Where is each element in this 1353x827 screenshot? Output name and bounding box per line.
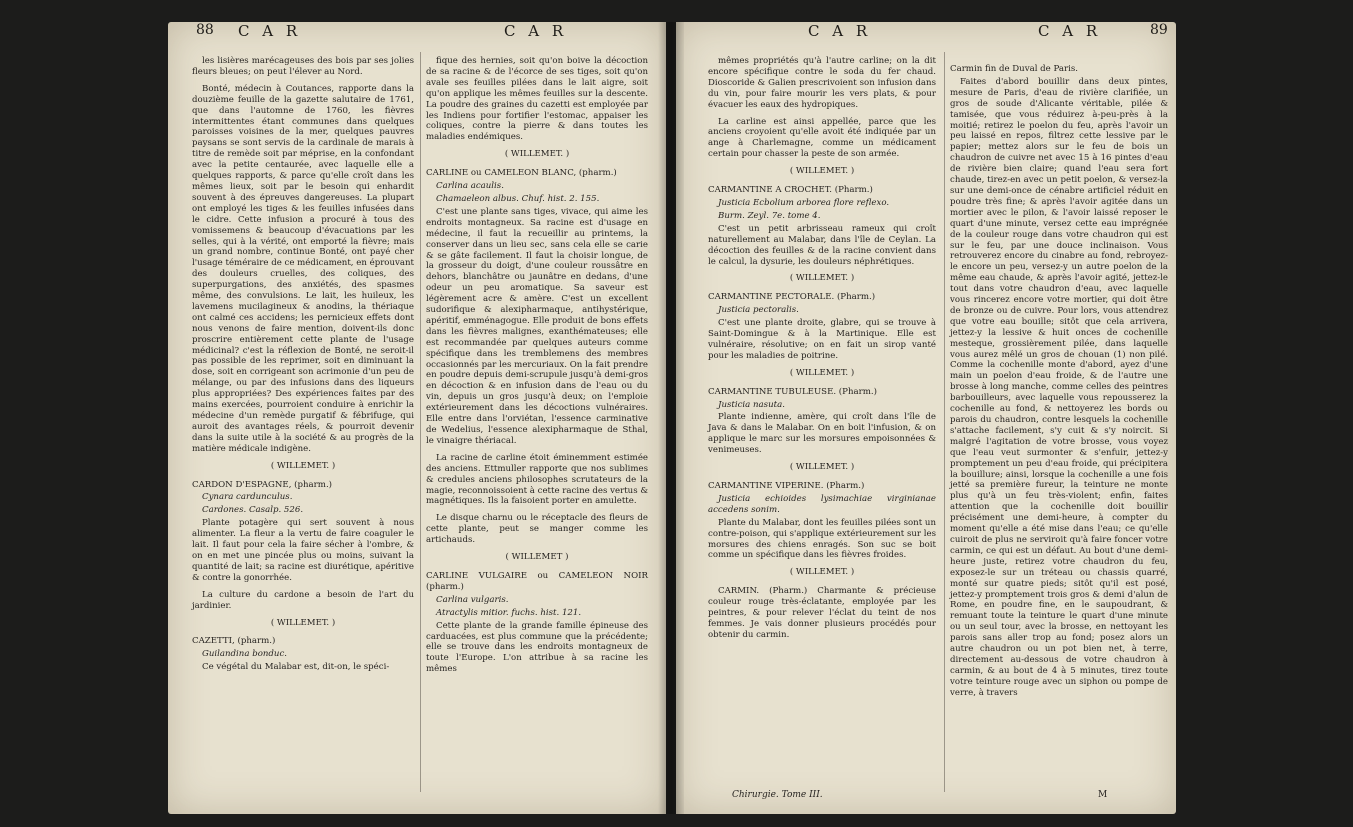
book-spine (658, 22, 684, 814)
left-running-header: C A R (238, 22, 302, 40)
entry-heading: CAZETTI, (pharm.) (192, 636, 276, 647)
left-page-number: 88 (196, 22, 214, 38)
entry-heading: CARMANTINE PECTORALE. (Pharm.) (708, 292, 876, 303)
signature-line: Chirurgie. Tome III. (732, 790, 823, 800)
author-signature: ( WILLEMET. ) (270, 617, 336, 628)
paragraph: La racine de carline étoit éminemment estimée des anciens. Ettmuller rapporte que nos sublimes & credules anciens philosophes scrutateurs de la magie, reconnoissoient à cette racine des vertus & magnétiques. Ils la faisoient porter en amulette. (426, 452, 648, 507)
entry-heading: CARLINE ou CAMELEON BLANC, (pharm.) (426, 168, 617, 179)
paragraph: CARMIN. (Pharm.) Charmante & précieuse couleur rouge très-éclatante, employée par les peintres, & pour relever l'éclat du teint de nos femmes. Je vais donner plusieurs procédés pour obtenir du carmin. (708, 586, 936, 640)
paragraph: Plante indienne, amère, qui croît dans l'île de Java & dans le Malabar. On en boit l'infusion, & on applique le marc sur les morsures empoisonnées & venimeuses. (708, 412, 936, 456)
botanical-name: Cardones. Casalp. 526. (202, 505, 304, 516)
author-signature: ( WILLEMET. ) (789, 273, 855, 284)
author-signature: ( WILLEMET. ) (270, 460, 336, 471)
botanical-name: Carlina acaulis. (436, 181, 504, 192)
botanical-name: Justicia Ecbolium arborea flore reflexo. (718, 197, 890, 208)
paragraph: Cette plante de la grande famille épineuse des carduacées, est plus commune que la précédente; elle se trouve dans les endroits montagneux de toute l'Europe. L'on attribue à sa racine les mêmes (426, 620, 648, 675)
entry-heading: CARMANTINE TUBULEUSE. (Pharm.) (708, 386, 877, 397)
paragraph: les lisières marécageuses des bois par ses jolies fleurs bleues; on peut l'élever au Nord. (192, 56, 414, 77)
right-column-1 (708, 56, 936, 647)
entry-heading: CARMANTINE VIPERINE. (Pharm.) (708, 481, 865, 491)
paragraph: Faites d'abord bouillir dans deux pintes, mesure de Paris, d'eau de rivière clarifiée, un gros de soude d'Alicante véritable, pilée & tamisée, que vous réduirez à-peu-près à la moitié; retirez le poelon du feu, après l'avoir un peu laissé en repos, filtrez cette lessive par le papier; mettez alors sur le feu de bois un chaudron de cuivre net avec 15 à 16 pintes d'eau de rivière bien claire; quand l'eau sera fort chaude, tirez-en avec un petit poelon, & versez-la sur une demi-once de cénabre artificiel réduit en poudre très fine; & après l'avoir agitée dans un mortier avec le pilon, & l'avoir laissé reposer le quart d'une minute, versez cette eau imprégnée de la couleur rouge dans votre chaudron qui est sur le feu, par une douce inclinaison. Vous retrouverez encore du cinabre au fond, rebroyez-le encore un peu, versez-y un autre poelon de la même eau chaude, & après l'avoir agité, jettez-le tout dans votre chaudron d'eau, avec laquelle vous rincerez encore votre mortier, qui doit être de bronze ou de cuivre. Pour lors, vous attendrez que votre eau bouille; sitôt que cela arrivera, jettez-y la lessive & huit onces de cochenille mesteque, grossièrement pilée, dans laquelle vous aurez mêlé un gros de chouan (1) non pilé. Comme la cochenille monte d'abord, ayez d'une main un poelon d'eau froide, & de l'autre une brosse à long manche, comme celles des peintres barbouilleurs, avec laquelle vous repousserez la cochenille au fond, & nettoyerez les bords ou parois du chaudron, contre lesquels la cochenille s'attache facilement, s'y cuit & s'y noircit. Si malgré l'agitation de votre brosse, vous voyez que l'eau veut surmonter & s'enfuir, jettez-y promptement un peu d'eau froide, qui précipitera la bouillure; ainsi, lorsque la cochenille a une fois jetté sa première fureur, la teinture ne monte plus qu'à un feu très-violent; enfin, faites attention que la cochenille doit bouillir précisément une demi-heure, à compter du moment qu'elle a été mise dans l'eau; ce qu'elle cuiroit de plus ne serviroit qu'à faire foncer votre carmin, ce qui est un défaut. Au bout d'une demi-heure juste, retirez votre chaudron du feu, exposez-le sur un tréteau ou chassis quarré, monté sur quatre pieds; sitôt qu'il est posé, jettez-y promptement trois gros & demi d'alun de Rome, en poudre fine, en le saupoudrant, & remuant toute la teinture le quart d'une minute ou un seul tour, avec la brosse, en nettoyant les parois sans aller trop au fond; posez alors un autre chaudron ou un pot bien net, à terre, directement au-dessous de votre chaudron à carmin, & au bout de 4 à 5 minutes, tirez toute votre teinture rouge avec un siphon ou pompe de verre, à travers (950, 76, 1168, 698)
author-signature: ( WILLEMET. ) (789, 462, 855, 473)
left-column-rule (420, 52, 421, 792)
entry-heading: Carmin fin de Duval de Paris. (950, 64, 1079, 74)
author-signature: ( WILLEMET. ) (504, 149, 570, 160)
signature-mark: M (1098, 790, 1108, 800)
entry-heading: CARMANTINE A CROCHET. (Pharm.) (708, 185, 873, 196)
botanical-name: Guilandina bonduc. (202, 649, 287, 660)
right-column-rule (944, 52, 945, 792)
botanical-name: Carlina vulgaris. (436, 594, 509, 605)
right-column-2 (950, 56, 1168, 705)
left-running-header-2: C A R (504, 22, 568, 40)
right-page-number: 89 (1150, 22, 1168, 38)
entry-heading: CARDON D'ESPAGNE, (pharm.) (192, 479, 333, 490)
botanical-name: Cynara cardunculus. (202, 492, 293, 503)
paragraph: C'est une plante sans tiges, vivace, qui aime les endroits montagneux. Sa racine est d'usage en médecine, il faut la recueillir au printems, la conserver dans un lieu sec, sans cela elle se carie & se gâte facilement. Il faut la choisir longue, de la grosseur du doigt, d'une couleur roussâtre en dehors, blanchâtre ou jaunâtre en dedans, d'une odeur un peu aromatique. Sa saveur est légèrement acre & amère. C'est un excellent sudorifique & alexipharmaque, antihystérique, apéritif, emménagogue. Elle produit de bons effets dans les fièvres malignes, exanthémateuses; elle est recommandée par quelques auteurs comme spécifique dans les tremblemens des membres occasionnés par les mercuriaux. On la fait prendre en poudre depuis demi-scrupule jusqu'à demi-gros en décoction & en infusion dans de l'eau ou du vin, depuis un gros jusqu'à deux; on l'emploie extérieurement dans les décoctions vulnéraires. Elle entre dans l'orviétan, l'essence carminative de Wedelius, l'essence alexipharmaque de Sthal, le vinaigre thériacal. (426, 206, 648, 446)
botanical-name: Burm. Zeyl. 7e. tome 4. (718, 210, 821, 221)
paragraph: Ce végétal du Malabar est, dit-on, le spéci- (202, 662, 390, 673)
paragraph: C'est une plante droite, glabre, qui se trouve à Saint-Domingue & à la Martinique. Elle est vulnéraire, résolutive; on en fait un sirop vanté pour les maladies de poitrine. (708, 318, 936, 361)
paragraph: Plante du Malabar, dont les feuilles pilées sont un contre-poison, qui s'applique extérieurement sur les morsures des chiens enragés. Son suc se boit comme un spécifique dans les fièvres froides. (708, 517, 936, 561)
botanical-name: Atractylis mitior. fuchs. hist. 121. (436, 607, 582, 618)
paragraph: Plante potagère qui sert souvent à nous alimenter. La fleur a la vertu de faire coaguler le lait. Il faut pour cela la faire sécher à l'ombre, & on en met une pincée plus ou moins, suivant la quantité de lait; sa racine est diurétique, apéritive & contre la gonorrhée. (192, 518, 414, 583)
botanical-name: Justicia pectoralis. (718, 305, 799, 316)
right-running-header-2: C A R (1038, 22, 1102, 40)
paragraph: Bonté, médecin à Coutances, rapporte dans la douzième feuille de la gazette salutaire de 1761, que dans l'automne de 1760, les fièvres intermittentes étant communes dans quelques paroisses voisines de la mer, quelques pauvres paysans se sont servis de la cardinale de marais à titre de remède soit par méprise, en la confondant avec la petite centaurée, avec laquelle elle a quelques rapports, & parce qu'elle croît dans les mêmes lieux, soit par le besoin qui enhardit souvent à des épreuves dangereuses. La plupart ont employé les tiges & les feuilles infusées dans le cidre. Cette infusion a procuré à tous des vomissemens & beaucoup d'évacuations par les selles, qui à la vérité, ont emporté la fièvre; mais un grand nombre, continue Bonté, ont payé cher l'usage téméraire de ce médicament, en éprouvant des douleurs cruelles, des coliques, des superpurgations, des anxiétés, des spasmes même, des convulsions. Le lait, les huileux, les lavemens mucilagineux & anodins, la thériaque ont calmé ces accidens; les pernicieux effets dont nous venons de faire mention, doivent-ils donc proscrire entièrement cette plante de l'usage médicinal? c'est la réflexion de Bonté, ne seroit-il pas possible de les reprimer, soit en diminuant la dose, soit en corrigeant son acrimonie d'un peu de mélange, ou par des infusions dans des liqueurs plus appropriées? Des expériences faites par des mains exercées, pourroient conduire à enrichir la médecine d'un remède purgatif & fébrifuge, qui auroit des avantages réels, & pourroit devenir dans la suite utile à la société & au progrès de la matière médicale indigène. (192, 83, 414, 454)
paragraph: La culture du cardone a besoin de l'art du jardinier. (192, 589, 414, 611)
entry-heading: CARLINE VULGAIRE ou CAMELEON NOIR (pharm.) (426, 570, 648, 592)
right-running-header: C A R (808, 22, 872, 40)
paragraph: C'est un petit arbrisseau rameux qui croît naturellement au Malabar, dans l'île de Ceylan. La décoction des feuilles & de la racine convient dans le calcul, la dysurie, les douleurs néphrétiques. (708, 223, 936, 267)
paragraph: mêmes propriétés qu'à l'autre carline; on la dit encore spécifique contre le soda du fer chaud. Dioscoride & Galien prescrivoient son infusion dans du vin, pour faire mourir les vers plats, & pour évacuer les eaux des hydropiques. (708, 56, 936, 110)
paragraph: fique des hernies, soit qu'on boive la décoction de sa racine & de l'écorce de ses tiges, soit qu'on avale ses feuilles pilées dans le lait aigre, soit qu'on applique les mêmes feuilles sur la descente. La poudre des graines du cazetti est employée par les Indiens pour fortifier l'estomac, appaiser les coliques, contre la pierre & dans toutes les maladies endémiques. (426, 56, 648, 143)
left-column-1 (192, 56, 414, 679)
author-signature: ( WILLEMET. ) (789, 567, 855, 578)
left-column-2 (426, 56, 648, 681)
botanical-name: Chamaeleon albus. Chuf. hist. 2. 155. (436, 193, 600, 204)
paragraph: La carline est ainsi appellée, parce que les anciens croyoient qu'elle avoit été indiquée par un ange à Charlemagne, comme un médicament certain pour chasser la peste de son armée. (708, 116, 936, 160)
botanical-name: Justicia echioides lysimachiae virginianae accedens sonim. (708, 493, 936, 515)
paragraph: Le disque charnu ou le réceptacle des fleurs de cette plante, peut se manger comme les artichauds. (426, 513, 648, 546)
author-signature: ( WILLEMET. ) (789, 166, 855, 177)
author-signature: ( WILLEMET. ) (789, 367, 855, 378)
author-signature: ( WILLEMET ) (505, 552, 569, 563)
botanical-name: Justicia nasuta. (718, 399, 785, 410)
